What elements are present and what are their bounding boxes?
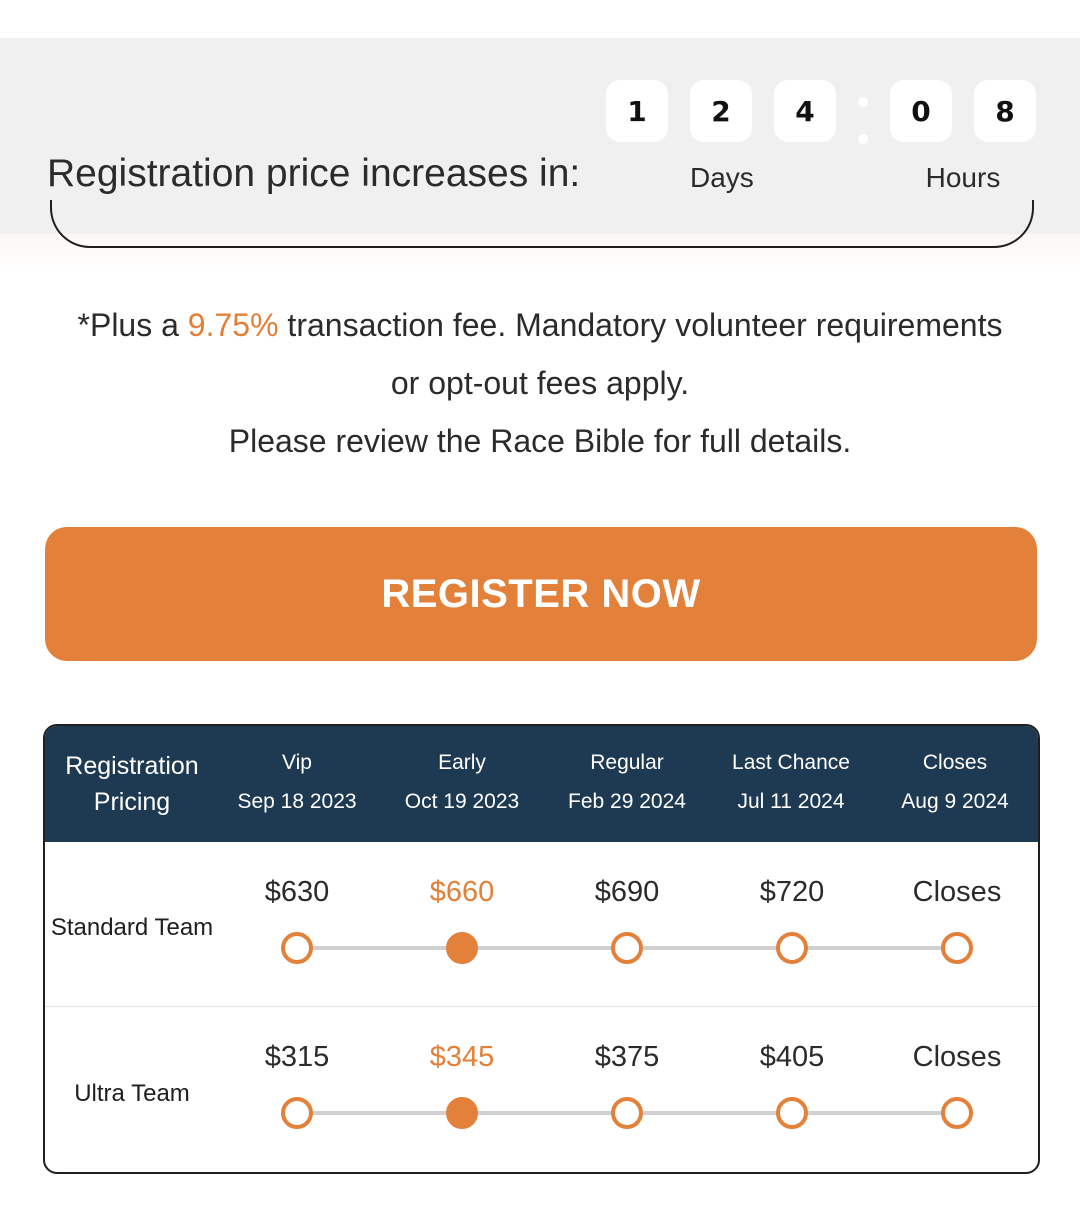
column-name: Early (438, 751, 486, 774)
timeline-dot (281, 1097, 313, 1129)
timeline-dot (776, 1097, 808, 1129)
hours-unit-label: Hours (925, 162, 1001, 193)
column-header-vip (215, 748, 379, 814)
register-now-button[interactable]: REGISTER NOW (45, 527, 1037, 661)
price-cell-current: $345 (429, 1041, 495, 1073)
fee-note-rest: transaction fee. Mandatory volunteer requirements (278, 307, 1003, 343)
column-date: Aug 9 2024 (901, 790, 1009, 813)
price-cell: Closes (912, 876, 1002, 908)
timeline-dot-current (446, 932, 478, 964)
column-header-last-chance (709, 748, 873, 814)
row-label: Ultra Team (74, 1080, 190, 1107)
pricing-row-standard-team (45, 842, 1038, 1007)
column-header-closes (873, 748, 1037, 814)
previous-card-edge (50, 200, 1034, 248)
fee-note (0, 296, 1080, 470)
column-date: Feb 29 2024 (568, 790, 686, 813)
days-unit-label: Days (690, 162, 754, 193)
timeline-dot (611, 1097, 643, 1129)
timeline-dot-current (446, 1097, 478, 1129)
pricing-table (43, 724, 1040, 1174)
timeline-dot (611, 932, 643, 964)
row-label: Standard Team (50, 914, 214, 941)
header-label-line2: Pricing (93, 788, 171, 816)
price-cell: $630 (264, 876, 330, 908)
fee-note-line2: or opt-out fees apply. (390, 365, 690, 401)
fee-percent: 9.75% (187, 307, 279, 343)
price-cell: $315 (264, 1041, 330, 1073)
countdown-digit: 1 (606, 80, 668, 142)
price-cell: $405 (759, 1041, 825, 1073)
countdown-digit: 4 (774, 80, 836, 142)
column-date: Jul 11 2024 (737, 790, 845, 813)
pricing-table-header (45, 726, 1038, 842)
countdown-digit: 2 (690, 80, 752, 142)
timeline-dot (776, 932, 808, 964)
price-cell-current: $660 (429, 876, 495, 908)
price-cell: Closes (912, 1041, 1002, 1073)
colon-separator (858, 97, 868, 107)
column-name: Vip (282, 751, 312, 774)
fee-note-line3: Please review the Race Bible for full details. (228, 423, 852, 459)
header-row-label (45, 748, 219, 820)
timeline-dot (941, 1097, 973, 1129)
column-date: Oct 19 2023 (404, 790, 520, 813)
column-name: Regular (590, 751, 664, 774)
countdown-label: Registration price increases in: (47, 152, 581, 195)
timeline-dot (941, 932, 973, 964)
countdown-digit: 0 (890, 80, 952, 142)
countdown-digit: 8 (974, 80, 1036, 142)
header-label-line1: Registration (65, 752, 199, 780)
price-cell: $375 (594, 1041, 660, 1073)
column-header-regular (545, 748, 709, 814)
fee-prefix: *Plus a (77, 307, 188, 343)
column-date: Sep 18 2023 (237, 790, 357, 813)
colon-separator (858, 134, 868, 144)
column-header-early (380, 748, 544, 814)
price-cell: $690 (594, 876, 660, 908)
price-cell: $720 (759, 876, 825, 908)
fee-note-line1 (0, 296, 1080, 354)
column-name: Last Chance (732, 751, 850, 774)
timeline-dot (281, 932, 313, 964)
column-name: Closes (922, 751, 988, 774)
pricing-row-ultra-team (45, 1007, 1038, 1171)
